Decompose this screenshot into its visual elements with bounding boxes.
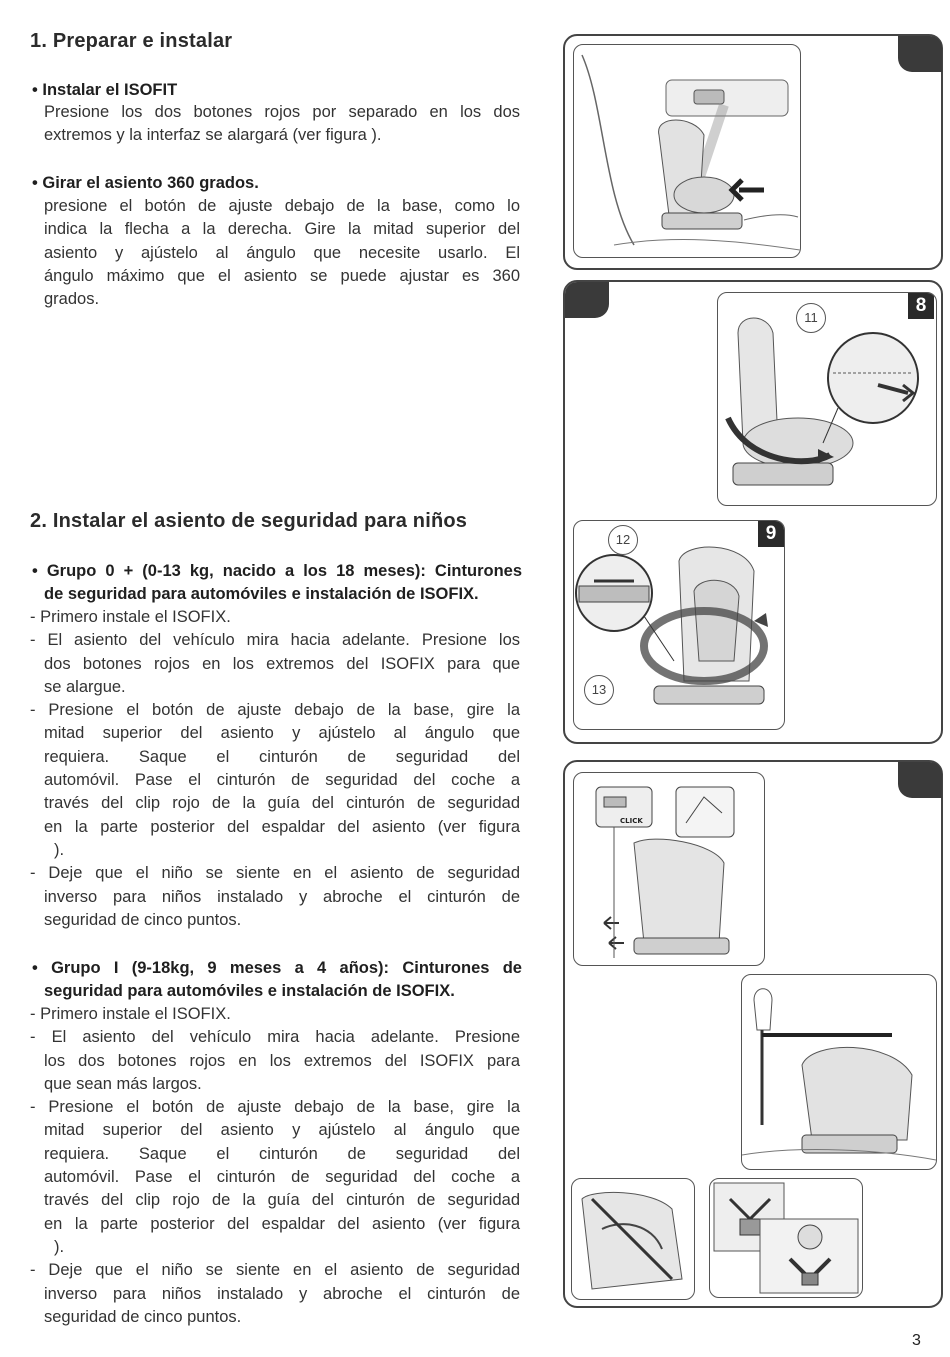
figure-panel-3: [563, 760, 943, 1308]
text-line: los dos botones rojos en los extremos del ISOFIX para: [44, 1051, 520, 1070]
text-line: automóvil. Pase el cinturón de seguridad del coche a: [44, 771, 520, 790]
text-line: asiento y ajústelo al ángulo que necesite usarlo. El: [44, 243, 520, 262]
figure-8-rotate: [717, 292, 937, 506]
text-line: través del clip rojo de la guía del cinturón de seguridad: [44, 1191, 520, 1210]
text-line: extremos y la interfaz se alargará (ver figura ).: [44, 126, 382, 145]
text-line: - Deje que el niño se siente en el asiento de seguridad: [30, 1261, 520, 1280]
callout-13: 13: [584, 675, 614, 705]
belt-clip-illustration: [572, 1179, 694, 1299]
text-line: que sean más largos.: [44, 1074, 202, 1093]
isofit-title: • Instalar el ISOFIT: [32, 81, 178, 99]
title-line: • Grupo 0 + (0-13 kg, nacido a los 18 meses): Cinturones: [32, 562, 522, 580]
text-line: ).: [54, 1237, 65, 1256]
text-line: grados.: [44, 290, 100, 309]
section-2-title: 2. Instalar el asiento de seguridad para niños: [30, 510, 468, 532]
isofit-text: [44, 101, 520, 148]
seat-illustration: [574, 45, 800, 257]
group0-title: [32, 560, 522, 606]
text-line: requiera. Saque el cinturón de seguridad del: [44, 747, 520, 766]
text-line: - Presione el botón de ajuste debajo de la base, gire la: [30, 1098, 520, 1117]
text-line: través del clip rojo de la guía del cinturón de seguridad: [44, 794, 520, 813]
panel-tab: [565, 282, 609, 318]
title-line: de seguridad para automóviles e instalación de ISOFIX.: [44, 585, 479, 603]
rotate-title: • Girar el asiento 360 grados.: [32, 174, 259, 192]
section-1-title: 1. Preparar e instalar: [30, 30, 233, 52]
group1-text: [30, 1003, 520, 1329]
text-line: - Presione el botón de ajuste debajo de la base, gire la: [30, 701, 520, 720]
text-line: inverso para niños instalado y abroche el cinturón de: [44, 1284, 520, 1303]
text-line: mitad superior del asiento y ajústelo al ángulo que: [44, 1121, 520, 1140]
text-line: presione el botón de ajuste debajo de la base, como lo: [44, 197, 520, 215]
group1-title: [32, 957, 522, 1003]
title-line: • Grupo I (9-18kg, 9 meses a 4 años): Cinturones de: [32, 959, 522, 977]
text-line: en la parte posterior del espaldar del asiento (ver figura: [44, 817, 520, 836]
text-line: seguridad de cinco puntos.: [44, 1307, 242, 1326]
text-line: inverso para niños instalado y abroche el cinturón de: [44, 887, 520, 906]
group0-text: [30, 606, 520, 932]
figure-isofit-seat: [573, 44, 801, 258]
text-line: ángulo máximo que el asiento se puede ajustar es 360: [44, 266, 520, 285]
forward-belt-illustration: [742, 975, 936, 1169]
figure-number-9: 9: [758, 521, 784, 547]
text-line: - El asiento del vehículo mira hacia adelante. Presione los: [30, 631, 520, 650]
text-line: - Deje que el niño se siente en el asiento de seguridad: [30, 864, 520, 883]
text-line: requiera. Saque el cinturón de seguridad del: [44, 1144, 520, 1163]
text-line: dos botones rojos en los extremos del ISOFIX para que: [44, 654, 520, 673]
figure-belt-clip: [571, 1178, 695, 1300]
figure-isofix-click: [573, 772, 765, 966]
panel-tab: [898, 36, 942, 72]
text-line: en la parte posterior del espaldar del asiento (ver figura: [44, 1214, 520, 1233]
figure-forward-belt: [741, 974, 937, 1170]
text-line: - Primero instale el ISOFIX.: [30, 1005, 231, 1023]
page-number: 3: [912, 1332, 921, 1349]
text-line: se alargue.: [44, 677, 126, 696]
callout-12: 12: [608, 525, 638, 555]
harness-illustration: [710, 1179, 862, 1297]
text-line: ).: [54, 840, 65, 859]
text-line: seguridad de cinco puntos.: [44, 910, 242, 929]
panel-tab: [898, 762, 942, 798]
callout-11: 11: [796, 303, 826, 333]
text-line: - El asiento del vehículo mira hacia adelante. Presione: [30, 1028, 520, 1047]
text-line: indica la flecha a la derecha. Gire la mitad superior del: [44, 220, 520, 239]
text-line: automóvil. Pase el cinturón de seguridad del coche a: [44, 1168, 520, 1187]
figure-panel-2: [563, 280, 943, 744]
title-line: seguridad para automóviles e instalación de ISOFIX.: [44, 982, 455, 1000]
text-line: Presione los dos botones rojos por separado en los dos: [44, 103, 520, 121]
figure-harness: [709, 1178, 863, 1298]
text-line: mitad superior del asiento y ajústelo al ángulo que: [44, 724, 520, 743]
figure-number-8: 8: [908, 293, 934, 319]
isofix-click-illustration: [574, 773, 764, 965]
text-line: - Primero instale el ISOFIX.: [30, 608, 231, 626]
figure-9-isofix: [573, 520, 785, 730]
figure-panel-1: [563, 34, 943, 270]
click-label: CLICK: [620, 817, 643, 825]
rotate-text: [44, 195, 520, 311]
rotate-illustration: [718, 293, 936, 505]
